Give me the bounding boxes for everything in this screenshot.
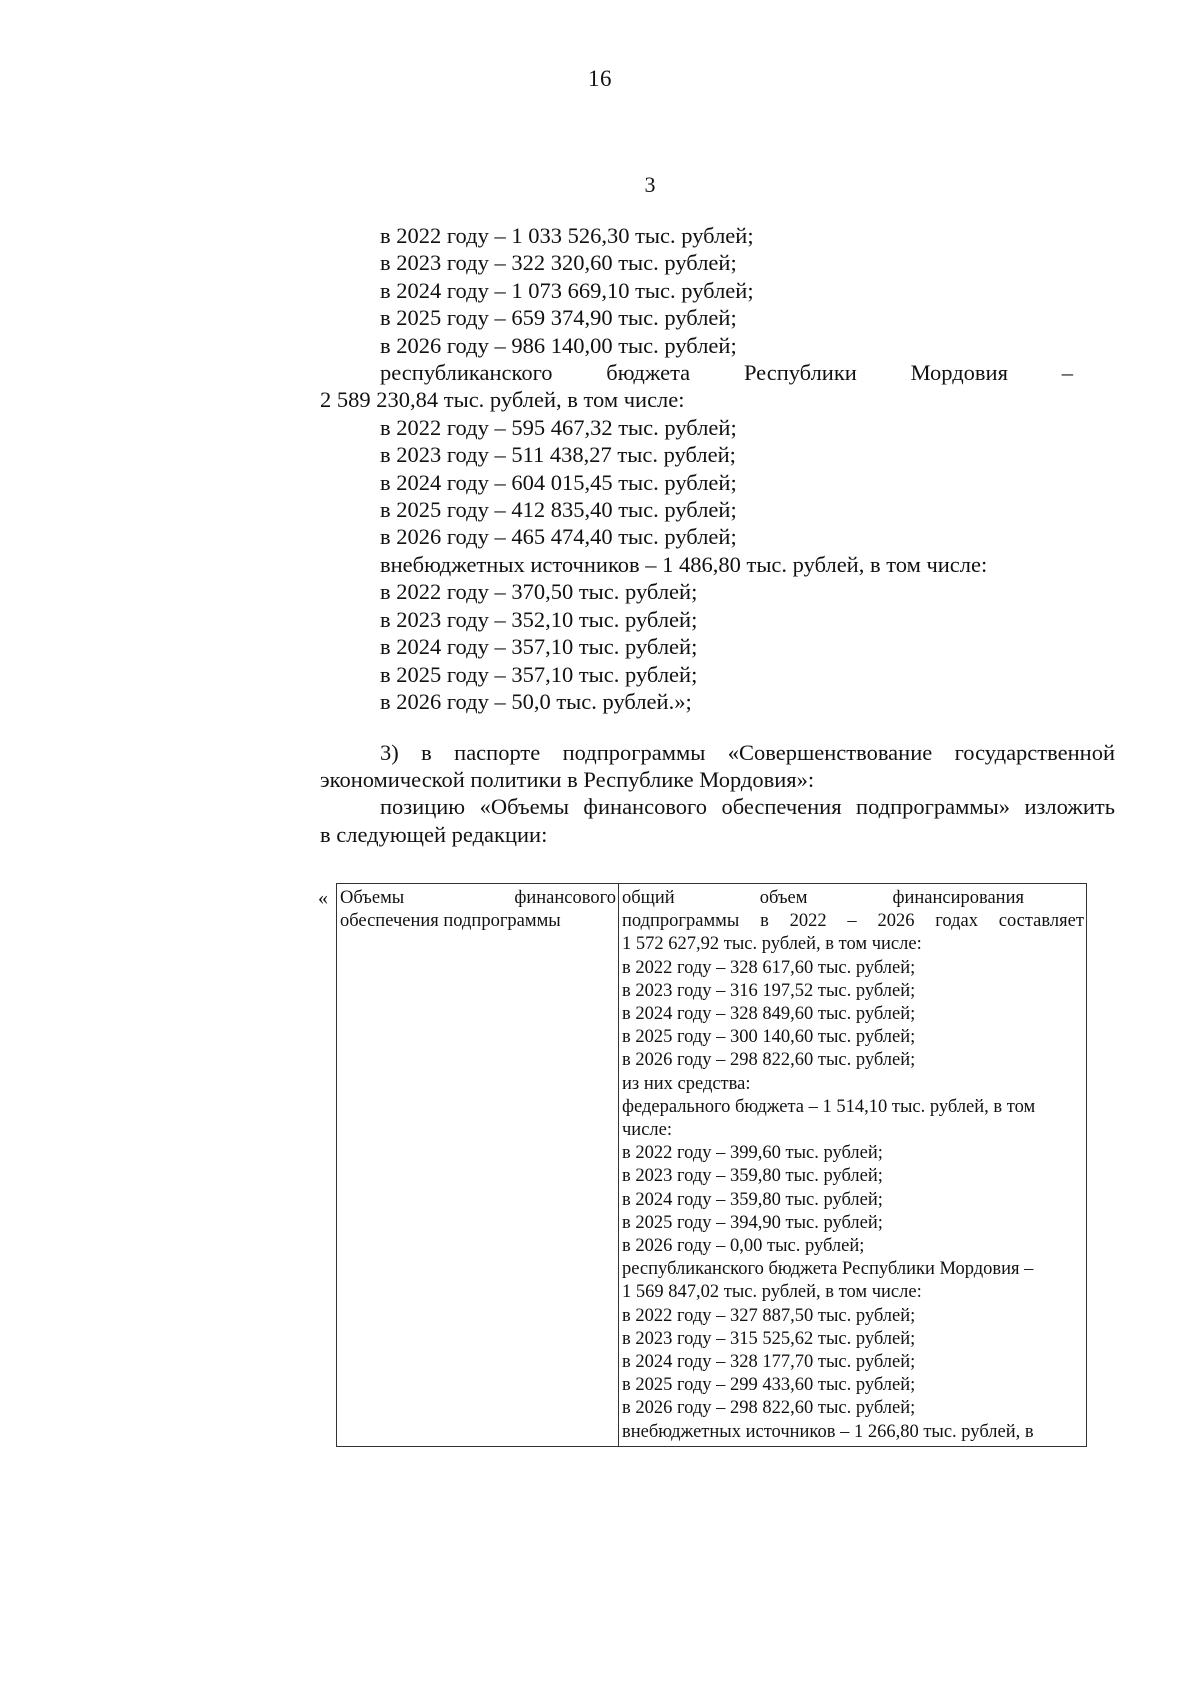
table-value-cell <box>619 884 1087 1447</box>
value-line: в 2025 году – 300 140,60 тыс. рублей; <box>622 1027 916 1048</box>
position-instruction <box>320 793 1115 820</box>
word: обеспечения <box>721 794 842 820</box>
amendment-paragraph-block <box>320 739 1115 848</box>
word: государственной <box>954 740 1115 765</box>
value-line: в 2024 году – 359,80 тыс. рублей; <box>622 1189 883 1210</box>
word: паспорте <box>454 740 541 765</box>
amendment-item-3-cont: экономической политики в Республике Мордовия»: <box>320 767 815 793</box>
word: – <box>847 911 857 932</box>
funding-line: в 2025 году – 659 374,90 тыс. рублей; <box>380 305 737 331</box>
word: составляет <box>998 911 1084 932</box>
opening-quote: « <box>318 887 328 909</box>
value-line: в 2025 году – 299 433,60 тыс. рублей; <box>622 1375 916 1396</box>
value-line: в 2023 году – 316 197,52 тыс. рублей; <box>622 980 916 1001</box>
funding-line: в 2022 году – 595 467,32 тыс. рублей; <box>380 414 737 440</box>
value-line: республиканского бюджета Республики Мордовия – <box>622 1259 1034 1280</box>
funding-line: в 2023 году – 322 320,60 тыс. рублей; <box>380 250 737 276</box>
value-line: в 2022 году – 328 617,60 тыс. рублей; <box>622 957 916 978</box>
value-line: в 2026 году – 298 822,60 тыс. рублей; <box>622 1050 916 1071</box>
funding-line: в 2022 году – 1 033 526,30 тыс. рублей; <box>380 223 754 248</box>
word: «Объемы <box>479 794 569 820</box>
funding-line: в 2026 году – 986 140,00 тыс. рублей; <box>380 332 737 358</box>
value-line: из них средства: <box>622 1073 751 1094</box>
value-line: в 2023 году – 359,80 тыс. рублей; <box>622 1166 883 1187</box>
word: в <box>421 740 432 765</box>
word: подпрограммы <box>562 740 706 765</box>
funding-line: в 2023 году – 511 438,27 тыс. рублей; <box>380 442 736 468</box>
word: Мордовия <box>910 360 1008 386</box>
value-line: в 2024 году – 328 849,60 тыс. рублей; <box>622 1004 916 1025</box>
value-line: федерального бюджета – 1 514,10 тыс. рублей, в том <box>622 1096 1036 1117</box>
funding-line: в 2026 году – 50,0 тыс. рублей.»; <box>380 688 692 714</box>
word: позицию <box>380 794 466 820</box>
funding-line: в 2023 году – 352,10 тыс. рублей; <box>380 606 698 632</box>
republican-budget-heading <box>320 359 1115 386</box>
word: подпрограммы <box>622 911 740 932</box>
word: изложить <box>1024 794 1115 820</box>
value-line <box>622 910 1084 933</box>
value-line: в 2022 году – 327 887,50 тыс. рублей; <box>622 1305 916 1326</box>
page-number: 16 <box>588 66 612 91</box>
word: в <box>760 911 769 932</box>
amendment-item-3 <box>320 739 1115 766</box>
value-line: 1 569 847,02 тыс. рублей, в том числе: <box>622 1282 922 1303</box>
financing-table <box>336 883 1087 1447</box>
inner-page-number: 3 <box>644 172 656 197</box>
funding-line: в 2024 году – 604 015,45 тыс. рублей; <box>380 469 737 495</box>
funding-line: в 2025 году – 357,10 тыс. рублей; <box>380 661 698 687</box>
word: финансового <box>514 888 616 908</box>
value-line: числе: <box>622 1120 672 1141</box>
position-instruction-cont: в следующей редакции: <box>320 821 548 847</box>
table-label-cell <box>337 884 619 1447</box>
value-line: 1 572 627,92 тыс. рублей, в том числе: <box>622 934 922 955</box>
word: годах <box>935 911 978 932</box>
word: финансового <box>583 794 707 820</box>
word: Объемы <box>340 888 405 908</box>
word: 2026 <box>877 911 915 932</box>
funding-line: в 2024 году – 1 073 669,10 тыс. рублей; <box>380 277 754 303</box>
word: Республики <box>743 360 857 386</box>
republican-budget-total: 2 589 230,84 тыс. рублей, в том числе: <box>320 387 685 413</box>
word: 3) <box>380 740 399 765</box>
table-row <box>337 884 1087 1447</box>
funding-line: в 2026 году – 465 474,40 тыс. рублей; <box>380 524 737 550</box>
value-line: в 2025 году – 394,90 тыс. рублей; <box>622 1212 883 1233</box>
funding-line: в 2025 году – 412 835,40 тыс. рублей; <box>380 497 737 523</box>
funding-line: в 2024 году – 357,10 тыс. рублей; <box>380 634 698 660</box>
word: «Совершенствование <box>727 740 933 765</box>
word: объем <box>759 888 808 908</box>
value-line: внебюджетных источников – 1 266,80 тыс. рублей, в <box>622 1421 1034 1442</box>
value-line: в 2022 году – 399,60 тыс. рублей; <box>622 1143 883 1164</box>
value-line: в 2024 году – 328 177,70 тыс. рублей; <box>622 1352 916 1373</box>
label-line <box>340 887 616 910</box>
value-line: в 2026 году – 298 822,60 тыс. рублей; <box>622 1398 916 1419</box>
word: подпрограммы» <box>856 794 1010 820</box>
funding-line: в 2022 году – 370,50 тыс. рублей; <box>380 579 698 605</box>
word: республиканского <box>380 360 553 386</box>
extrabudgetary-heading: внебюджетных источников – 1 486,80 тыс. рублей, в том числе: <box>380 551 988 577</box>
word: финансирования <box>892 888 1024 908</box>
label-line: обеспечения подпрограммы <box>340 911 561 932</box>
word: бюджета <box>606 360 691 386</box>
word: 2022 <box>789 911 827 932</box>
value-line <box>622 887 1084 910</box>
funding-list-block <box>320 222 1115 715</box>
word: общий <box>622 888 675 908</box>
word: – <box>1061 360 1073 386</box>
value-line: в 2023 году – 315 525,62 тыс. рублей; <box>622 1328 916 1349</box>
value-line: в 2026 году – 0,00 тыс. рублей; <box>622 1236 865 1257</box>
